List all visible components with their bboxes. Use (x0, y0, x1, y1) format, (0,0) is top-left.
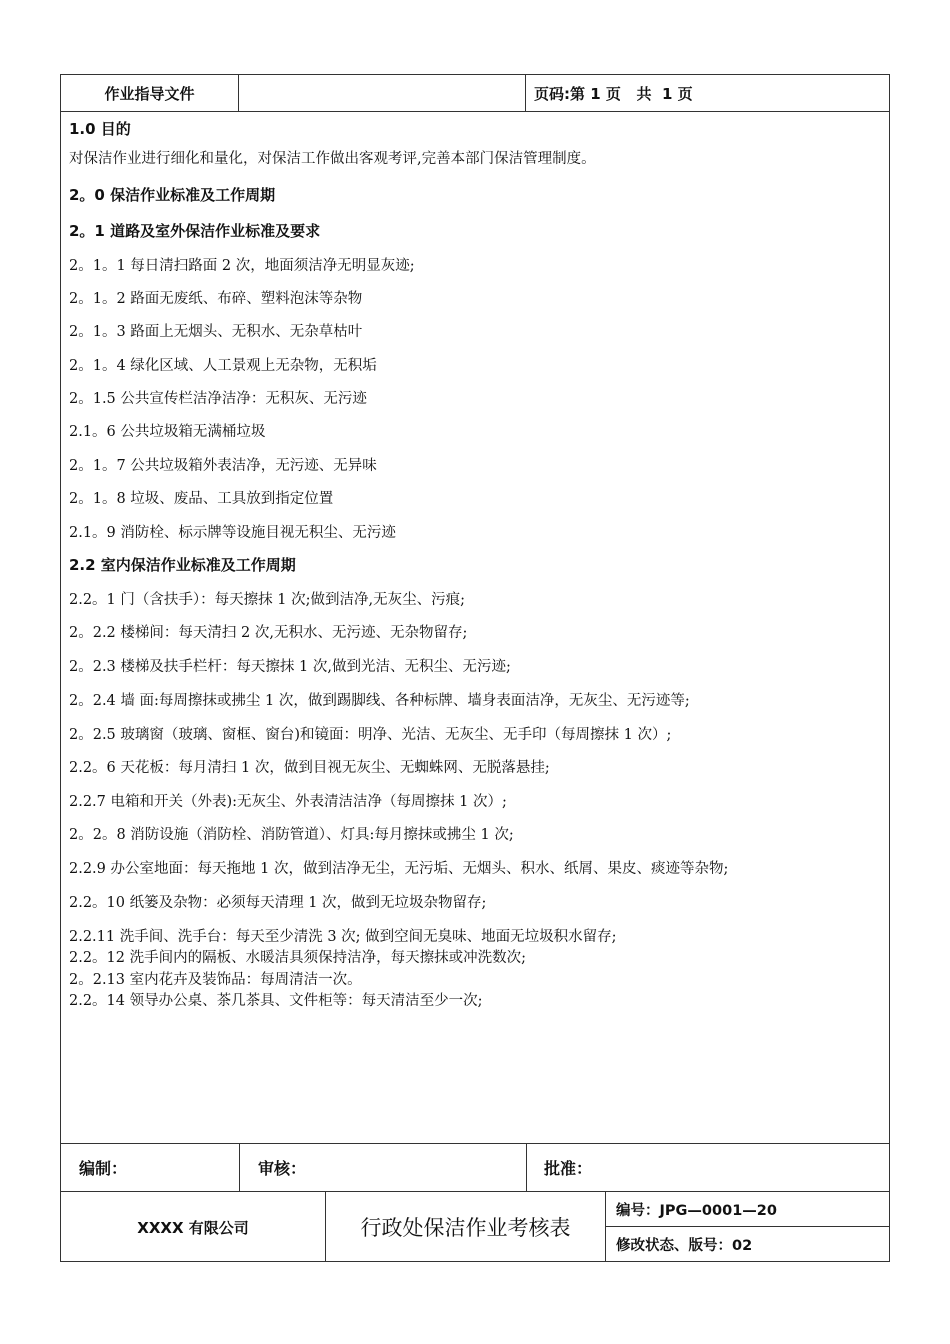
section-heading: 2.2 室内保洁作业标准及工作周期 (69, 556, 296, 574)
page-info-cell: 页码:第 1 页 共 1 页 (534, 84, 693, 103)
approve-label: 批准： (544, 1159, 593, 1178)
company-name: XXXX 有限公司 (61, 1192, 326, 1262)
content-line: 2.2.9 办公室地面：每天拖地 1 次，做到洁净无尘，无污垢、无烟头、积水、纸屑、果皮、痰迹等杂物; (69, 861, 729, 877)
content-line: 2.2。12 洗手间内的隔板、水暖洁具须保持洁净，每天擦抹或冲洗数次; (69, 950, 527, 966)
blank-cell (239, 75, 526, 111)
divider (526, 1144, 527, 1191)
content-line: 2。2.3 楼梯及扶手栏杆：每天擦抹 1 次,做到光洁、无积尘、无污迹; (69, 659, 511, 675)
content-line: 2.2。10 纸篓及杂物：必须每天清理 1 次，做到无垃圾杂物留存; (69, 895, 487, 911)
content-line: 2。1。4 绿化区域、人工景观上无杂物，无积垢 (69, 358, 377, 374)
compile-label: 编制： (79, 1159, 128, 1178)
header-row (61, 75, 889, 112)
section-heading: 1.0 目的 (69, 120, 131, 138)
form-title: 行政处保洁作业考核表 (326, 1192, 606, 1262)
content-line: 2。2.2 楼梯间：每天清扫 2 次,无积水、无污迹、无杂物留存; (69, 625, 468, 641)
content-line: 2。2.13 室内花卉及装饰品：每周清洁一次。 (69, 972, 362, 988)
content-line: 2。2.4 墙 面:每周擦抹或拂尘 1 次，做到踢脚线、各种标牌、墙身表面洁净，无灰尘、无污迹等; (69, 693, 690, 709)
footer-row (61, 1192, 889, 1262)
revision-status: 修改状态、版号：02 (616, 1238, 753, 1254)
content-line: 2。1。3 路面上无烟头、无积水、无杂草枯叶 (69, 324, 363, 340)
content-line: 2.2。14 领导办公桌、茶几茶具、文件柜等：每天清洁至少一次; (69, 993, 483, 1009)
content-line: 2。1。7 公共垃圾箱外表洁净，无污迹、无异味 (69, 458, 377, 474)
content-line: 2。1。1 每日清扫路面 2 次，地面须洁净无明显灰迹; (69, 258, 415, 274)
section-heading: 2。0 保洁作业标准及工作周期 (69, 186, 276, 204)
content-line: 对保洁作业进行细化和量化，对保洁工作做出客观考评,完善本部门保洁管理制度。 (69, 151, 596, 167)
review-label: 审核： (258, 1159, 307, 1178)
content-line: 2.2。1 门（含扶手）：每天擦抹 1 次;做到洁净,无灰尘、污痕; (69, 592, 465, 608)
content-line: 2.1。6 公共垃圾箱无满桶垃圾 (69, 424, 266, 440)
content-line: 2.2.11 洗手间、洗手台：每天至少清洗 3 次; 做到空间无臭味、地面无垃圾积水留存; (69, 929, 617, 945)
content-line: 2.2。6 天花板：每月清扫 1 次，做到目视无灰尘、无蜘蛛网、无脱落悬挂; (69, 760, 550, 776)
content-line: 2。1。8 垃圾、废品、工具放到指定位置 (69, 491, 334, 507)
section-heading: 2。1 道路及室外保洁作业标准及要求 (69, 222, 321, 240)
content-line: 2。1。2 路面无废纸、布碎、塑料泡沫等杂物 (69, 291, 363, 307)
doc-type-cell: 作业指导文件 (61, 75, 239, 111)
document-frame (60, 74, 890, 1262)
content-line: 2。2。8 消防设施（消防栓、消防管道）、灯具:每月擦抹或拂尘 1 次; (69, 827, 514, 843)
content-line: 2。1.5 公共宣传栏洁净洁净：无积灰、无污迹 (69, 391, 367, 407)
signature-row (61, 1143, 889, 1192)
content-line: 2。2.5 玻璃窗（玻璃、窗框、窗台)和镜面：明净、光洁、无灰尘、无手印（每周擦抹 1 次）; (69, 727, 672, 743)
content-line: 2.1。9 消防栓、标示牌等设施目视无积尘、无污迹 (69, 525, 396, 541)
doc-number: 编号：JPG—0001—20 (606, 1192, 890, 1227)
divider (239, 1144, 240, 1191)
content-area (61, 112, 889, 1143)
content-line: 2.2.7 电箱和开关（外表):无灰尘、外表清洁洁净（每周擦抹 1 次）; (69, 794, 507, 810)
